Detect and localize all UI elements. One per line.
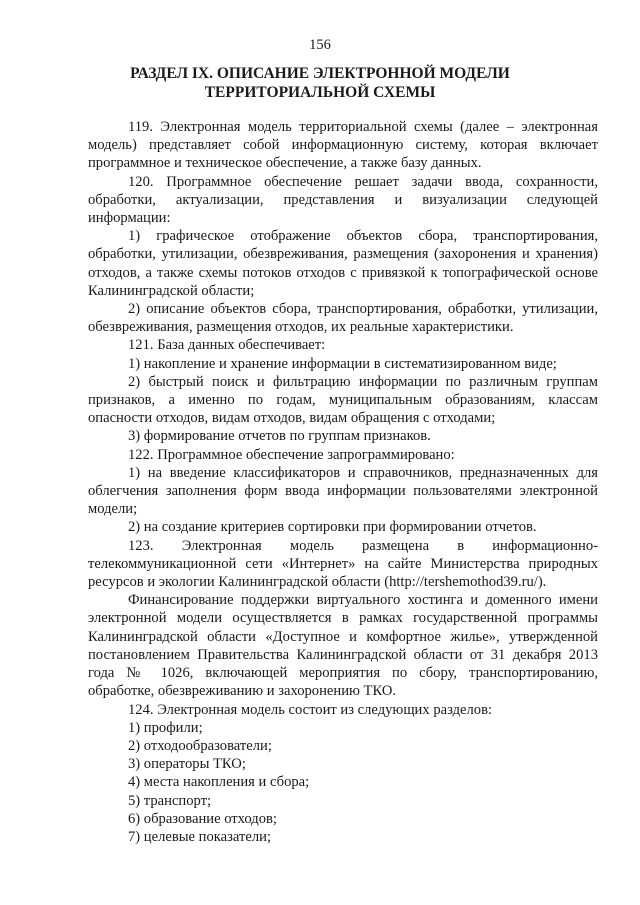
paragraph-124: 124. Электронная модель состоит из следующих разделов:	[128, 701, 493, 718]
paragraph-121-item-2: 2) быстрый поиск и фильтрацию информации по различным группам признаков, а именно по годам, муниципальным образованиям, классам опасности отходов, видам отходов, видам обращения с отходами;	[88, 373, 598, 427]
paragraph-120-item-2: 2) описание объектов сбора, транспортирования, обработки, утилизации, обезвреживания, размещения отходов, их реальные характеристики.	[88, 301, 598, 336]
list-item: 2) отходообразователи;	[128, 737, 272, 754]
paragraph-121-item-1: 1) накопление и хранение информации в систематизированном виде;	[128, 355, 557, 372]
page-number: 156	[309, 37, 331, 53]
list-item: 1) профили;	[128, 719, 203, 736]
list-item: 5) транспорт;	[128, 792, 212, 809]
paragraph-121-item-3: 3) формирование отчетов по группам признаков.	[128, 428, 431, 445]
paragraph-122: 122. Программное обеспечение запрограммировано:	[128, 446, 455, 463]
paragraph-financing: Финансирование поддержки виртуального хостинга и доменного имени электронной модели осуществляется в рамках государственной программы Калининградской области «Доступное и комфортное жилье», утвержденной постановлением Правительства Калининградской области от 31 декабря 2013 года № 1026, включающей мероприятия по сбору, транспортированию, обработке, обезвреживанию и захоронению ТКО.	[88, 592, 598, 700]
section-heading	[120, 64, 520, 102]
list-item: 7) целевые показатели;	[128, 828, 271, 845]
paragraph-119: 119. Электронная модель территориальной схемы (далее – электронная модель) представляет собой информационную систему, которая включает программное и техническое обеспечение, а также базу данных.	[88, 119, 598, 172]
paragraph-122-item-1: 1) на введение классификаторов и справочников, предназначенных для облегчения заполнения форм ввода информации пользователями электронной модели;	[88, 464, 598, 518]
list-item: 6) образование отходов;	[128, 810, 277, 827]
paragraph-121: 121. База данных обеспечивает:	[128, 337, 326, 354]
paragraph-120-item-1: 1) графическое отображение объектов сбора, транспортирования, обработки, утилизации, обезвреживания, размещения (захоронения и хранения) отходов, а также схемы потоков отходов с привязкой к топографической основе Калининградской области;	[88, 228, 598, 299]
document-body	[88, 118, 598, 846]
heading-line-1: РАЗДЕЛ IX. ОПИСАНИЕ ЭЛЕКТРОННОЙ МОДЕЛИ	[130, 65, 510, 82]
heading-line-2: ТЕРРИТОРИАЛЬНОЙ СХЕМЫ	[204, 84, 436, 101]
paragraph-120: 120. Программное обеспечение решает задачи ввода, сохранности, обработки, актуализации, представления и визуализации следующей информации:	[88, 173, 598, 227]
list-item: 4) места накопления и сбора;	[128, 774, 310, 791]
list-item: 3) операторы ТКО;	[128, 756, 246, 773]
paragraph-123: 123. Электронная модель размещена в информационно-телекоммуникационной сети «Интернет» на сайте Министерства природных ресурсов и экологии Калининградской области (http://tershemothod39.ru/).	[88, 537, 598, 591]
paragraph-122-item-2: 2) на создание критериев сортировки при формировании отчетов.	[128, 519, 537, 536]
